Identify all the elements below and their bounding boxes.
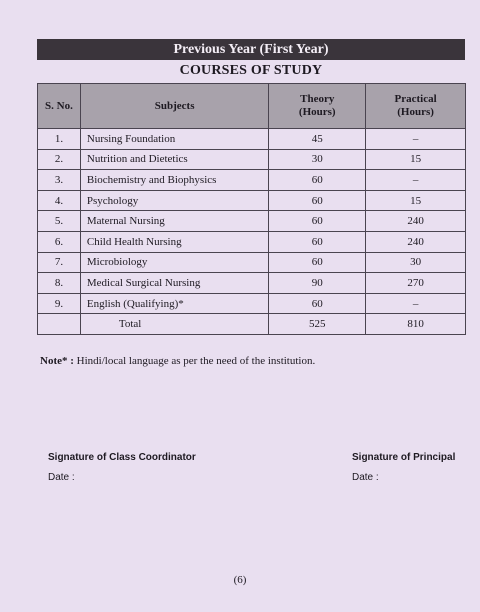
table-row: [38, 190, 466, 211]
cell-practical: 15: [366, 190, 466, 211]
cell-sno: 3.: [38, 170, 81, 191]
signature-class-coordinator: Signature of Class Coordinator: [48, 452, 196, 463]
column-header-practical-text: Practical (Hours): [394, 93, 437, 118]
date-principal: Date :: [352, 472, 379, 483]
cell-theory: 60: [269, 293, 366, 314]
cell-sno: 7.: [38, 252, 81, 273]
cell-subject: Microbiology: [80, 252, 268, 273]
cell-practical: –: [366, 129, 466, 150]
table-row: [38, 273, 466, 294]
column-header-practical: [366, 84, 466, 129]
signature-principal: Signature of Principal: [352, 452, 456, 463]
cell-sno: 6.: [38, 231, 81, 252]
cell-practical: 270: [366, 273, 466, 294]
cell-total-label: Total: [80, 314, 268, 335]
table-header-row: [38, 84, 466, 129]
column-header-subjects: Subjects: [80, 84, 268, 129]
cell-subject: English (Qualifying)*: [80, 293, 268, 314]
table-row: [38, 231, 466, 252]
cell-practical: 30: [366, 252, 466, 273]
cell-practical: 15: [366, 149, 466, 170]
table-row: [38, 293, 466, 314]
cell-practical: –: [366, 170, 466, 191]
table-total-row: [38, 314, 466, 335]
courses-table: [37, 83, 466, 335]
cell-theory: 45: [269, 129, 366, 150]
page-title: COURSES OF STUDY: [179, 63, 323, 78]
cell-theory: 60: [269, 252, 366, 273]
cell-subject: Nursing Foundation: [80, 129, 268, 150]
cell-sno: 5.: [38, 211, 81, 232]
table-row: [38, 211, 466, 232]
date-class-coordinator: Date :: [48, 472, 75, 483]
cell-sno: 8.: [38, 273, 81, 294]
cell-total-theory: 525: [269, 314, 366, 335]
cell-subject: Medical Surgical Nursing: [80, 273, 268, 294]
cell-total-practical: 810: [366, 314, 466, 335]
cell-theory: 90: [269, 273, 366, 294]
cell-subject: Child Health Nursing: [80, 231, 268, 252]
cell-subject: Biochemistry and Biophysics: [80, 170, 268, 191]
cell-sno: 4.: [38, 190, 81, 211]
table-row: [38, 170, 466, 191]
column-header-theory-text: Theory (Hours): [298, 93, 336, 118]
column-header-sno: S. No.: [38, 84, 81, 129]
footnote-prefix: Note* :: [40, 355, 74, 367]
cell-theory: 60: [269, 211, 366, 232]
cell-practical: –: [366, 293, 466, 314]
footnote: [40, 355, 315, 367]
cell-subject: Nutrition and Dietetics: [80, 149, 268, 170]
footnote-text: Hindi/local language as per the need of the institution.: [76, 355, 316, 367]
cell-sno: 1.: [38, 129, 81, 150]
cell-practical: 240: [366, 231, 466, 252]
cell-sno: 9.: [38, 293, 81, 314]
column-header-theory: [269, 84, 366, 129]
cell-practical: 240: [366, 211, 466, 232]
cell-theory: 60: [269, 190, 366, 211]
cell-theory: 30: [269, 149, 366, 170]
cell-theory: 60: [269, 231, 366, 252]
table-row: [38, 149, 466, 170]
page-number: (6): [233, 574, 247, 586]
cell-sno: 2.: [38, 149, 81, 170]
cell-subject: Maternal Nursing: [80, 211, 268, 232]
cell-sno-empty: [38, 314, 81, 335]
cell-theory: 60: [269, 170, 366, 191]
table-row: [38, 252, 466, 273]
table-row: [38, 129, 466, 150]
section-banner: Previous Year (First Year): [37, 39, 465, 60]
cell-subject: Psychology: [80, 190, 268, 211]
